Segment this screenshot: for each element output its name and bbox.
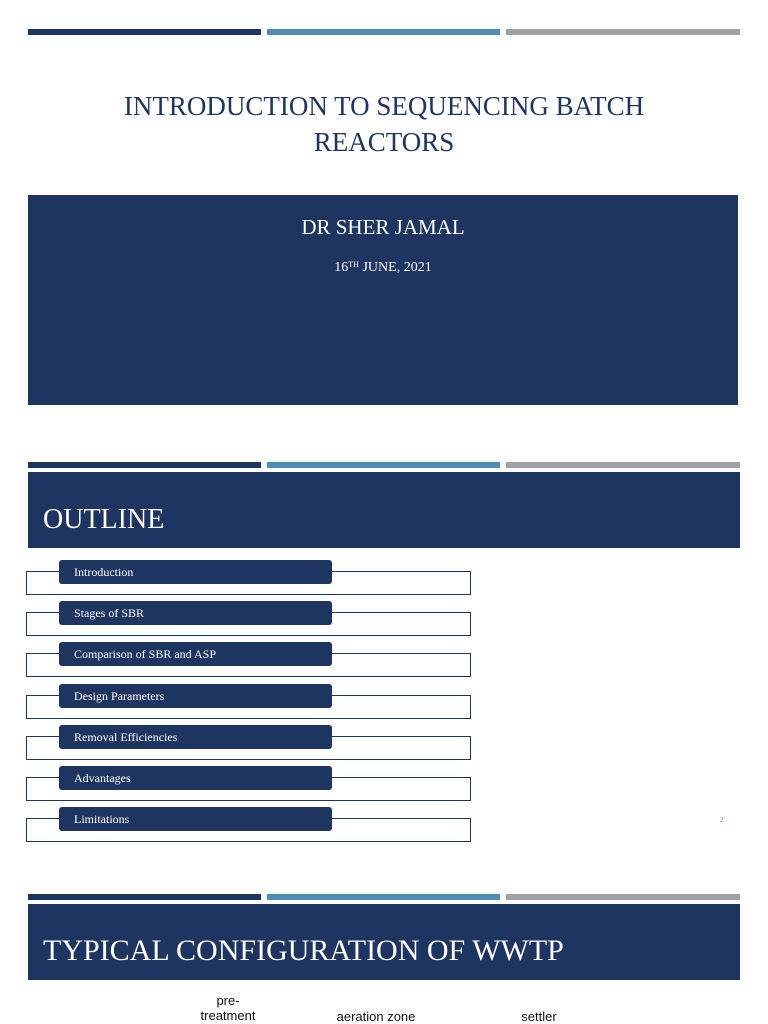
outline-item (26, 807, 472, 843)
slide2-stripe-gray (506, 462, 740, 468)
outline-item-pill (59, 766, 332, 790)
aeration-zone-label: aeration zone (336, 1009, 416, 1024)
slide1-stripe-gray (506, 29, 740, 35)
date-day: 16 (334, 260, 349, 275)
outline-item (26, 642, 472, 678)
outline-item-pill (59, 684, 332, 708)
outline-item-pill (59, 807, 332, 831)
outline-item (26, 601, 472, 637)
slide3-stripe-gray (506, 894, 740, 900)
outline-item (26, 725, 472, 761)
config-title: TYPICAL CONFIGURATION OF WWTP (43, 934, 564, 967)
slide2-stripe-blue (267, 462, 500, 468)
slide1-stripe-blue (267, 29, 500, 35)
outline-item-label: Design Parameters (74, 689, 165, 703)
slide3-stripe-dark (28, 894, 261, 900)
date-rest: JUNE, 2021 (358, 260, 432, 275)
config-header (28, 904, 740, 980)
outline-item (26, 684, 472, 720)
pretreatment-label: pre- treatment (200, 993, 256, 1023)
outline-item-label: Removal Efficiencies (74, 730, 178, 744)
outline-item-pill (59, 560, 332, 584)
outline-title: OUTLINE (43, 504, 165, 535)
outline-item-label: Limitations (74, 812, 130, 826)
outline-header (28, 472, 740, 548)
outline-item-pill (59, 642, 332, 666)
outline-item-pill (59, 601, 332, 625)
outline-item-label: Introduction (74, 565, 134, 579)
author-name: DR SHER JAMAL (301, 215, 465, 239)
outline-item-pill (59, 725, 332, 749)
date-suffix: TH (348, 260, 359, 269)
slide-number: 2 (720, 816, 724, 824)
slide2-stripe-dark (28, 462, 261, 468)
slide1-subtitle-box (28, 195, 738, 405)
outline-item-label: Stages of SBR (74, 606, 145, 620)
slide1-title: INTRODUCTION TO SEQUENCING BATCH REACTORS (123, 91, 645, 157)
outline-item-label: Advantages (74, 771, 131, 785)
settler-label: settler (521, 1009, 557, 1024)
presentation-date (28, 260, 738, 276)
slide3-stripe-blue (267, 894, 500, 900)
slide1-stripe-dark (28, 29, 261, 35)
outline-item-label: Comparison of SBR and ASP (74, 647, 217, 661)
outline-item (26, 766, 472, 802)
outline-item (26, 560, 472, 596)
